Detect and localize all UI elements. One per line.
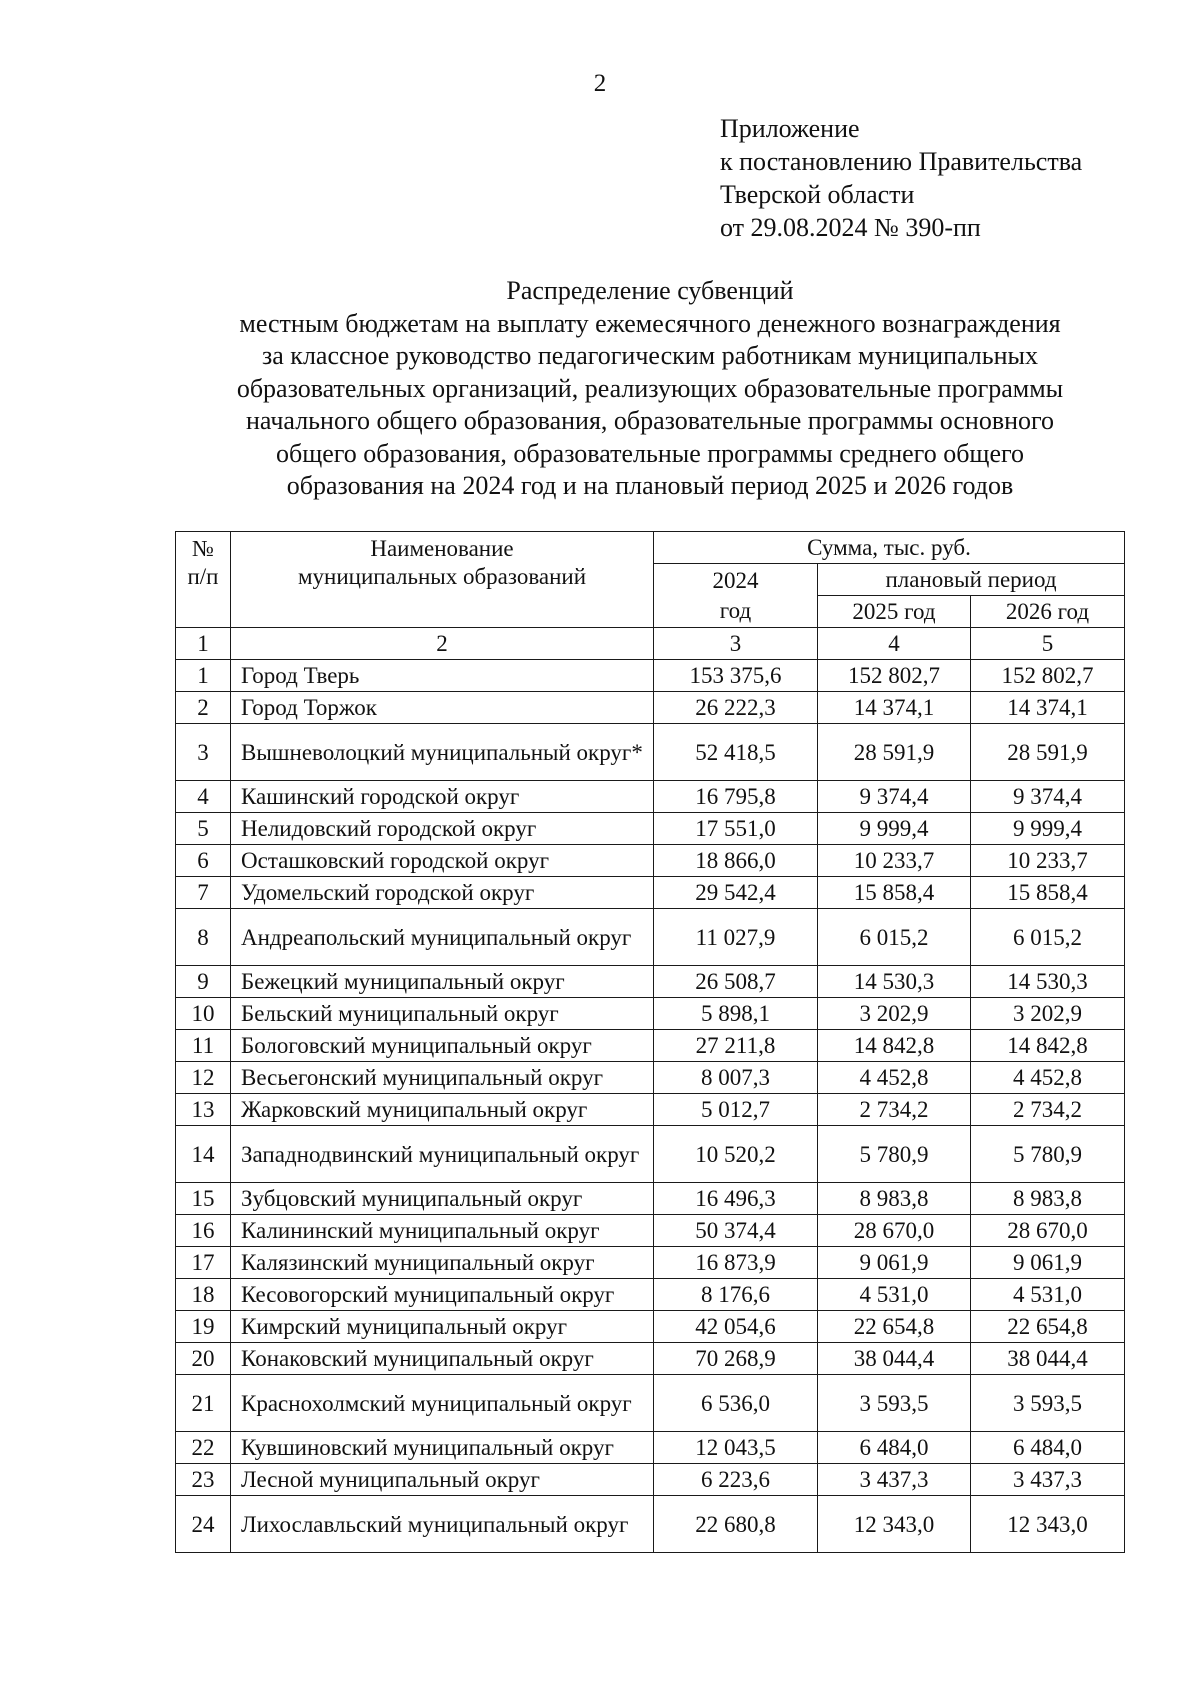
amount-2024-cell: 8 007,3 [654, 1062, 818, 1094]
amount-2026-cell: 22 654,8 [971, 1311, 1125, 1343]
amount-2026-cell: 4 452,8 [971, 1062, 1125, 1094]
amount-2026-cell: 14 530,3 [971, 966, 1125, 998]
table-row [176, 1464, 1125, 1496]
table-row [176, 781, 1125, 813]
amount-2026-cell: 38 044,4 [971, 1343, 1125, 1375]
amount-2025-cell: 9 999,4 [818, 813, 971, 845]
amount-2024-cell: 22 680,8 [654, 1496, 818, 1553]
header-2025-cell: 2025 год [818, 596, 971, 628]
amount-2026-cell: 3 437,3 [971, 1464, 1125, 1496]
amount-2025-cell: 38 044,4 [818, 1343, 971, 1375]
amount-2025-cell: 4 531,0 [818, 1279, 971, 1311]
subvention-table [175, 531, 1125, 1553]
amount-2024-cell: 29 542,4 [654, 877, 818, 909]
table-row [176, 1311, 1125, 1343]
table-row [176, 1247, 1125, 1279]
row-number-cell: 2 [176, 692, 231, 724]
amount-2026-cell: 12 343,0 [971, 1496, 1125, 1553]
amount-2024-cell: 16 496,3 [654, 1183, 818, 1215]
title-line: образовательных организаций, реализующих образовательные программы [236, 373, 1064, 403]
amount-2025-cell: 152 802,7 [818, 660, 971, 692]
amount-2024-cell: 153 375,6 [654, 660, 818, 692]
table-row [176, 845, 1125, 877]
column-number-row [176, 628, 1125, 660]
amount-2024-cell: 11 027,9 [654, 909, 818, 966]
amount-2025-cell: 9 061,9 [818, 1247, 971, 1279]
row-number-cell: 15 [176, 1183, 231, 1215]
column-number-cell: 3 [654, 628, 818, 660]
amount-2024-cell: 12 043,5 [654, 1432, 818, 1464]
amount-2026-cell: 15 858,4 [971, 877, 1125, 909]
amount-2026-cell: 9 374,4 [971, 781, 1125, 813]
municipality-name-cell: Бежецкий муниципальный округ [231, 966, 654, 998]
amount-2024-cell: 5 012,7 [654, 1094, 818, 1126]
amount-2025-cell: 12 343,0 [818, 1496, 971, 1553]
row-number-cell: 14 [176, 1126, 231, 1183]
amount-2026-cell: 8 983,8 [971, 1183, 1125, 1215]
amount-2025-cell: 14 842,8 [818, 1030, 971, 1062]
amount-2026-cell: 28 670,0 [971, 1215, 1125, 1247]
amount-2026-cell: 10 233,7 [971, 845, 1125, 877]
header-2024-line: год [719, 598, 752, 623]
header-2026-cell: 2026 год [971, 596, 1125, 628]
table-row [176, 1343, 1125, 1375]
column-number-cell: 4 [818, 628, 971, 660]
municipality-name-cell: Краснохолмский муниципальный округ [231, 1375, 654, 1432]
header-name-cell [231, 532, 654, 628]
municipality-name-cell: Город Торжок [231, 692, 654, 724]
amount-2025-cell: 6 484,0 [818, 1432, 971, 1464]
amount-2026-cell: 14 374,1 [971, 692, 1125, 724]
amount-2024-cell: 10 520,2 [654, 1126, 818, 1183]
appendix-reference [720, 112, 1082, 244]
amount-2024-cell: 50 374,4 [654, 1215, 818, 1247]
amount-2025-cell: 3 202,9 [818, 998, 971, 1030]
amount-2026-cell: 6 015,2 [971, 909, 1125, 966]
amount-2024-cell: 18 866,0 [654, 845, 818, 877]
table-row [176, 724, 1125, 781]
header-2024-cell [654, 564, 818, 628]
row-number-cell: 18 [176, 1279, 231, 1311]
amount-2024-cell: 16 873,9 [654, 1247, 818, 1279]
table-row [176, 1030, 1125, 1062]
table-row [176, 813, 1125, 845]
amount-2025-cell: 2 734,2 [818, 1094, 971, 1126]
municipality-name-cell: Кувшиновский муниципальный округ [231, 1432, 654, 1464]
row-number-cell: 8 [176, 909, 231, 966]
table-row [176, 1094, 1125, 1126]
municipality-name-cell: Бологовский муниципальный округ [231, 1030, 654, 1062]
amount-2025-cell: 9 374,4 [818, 781, 971, 813]
title-line: местным бюджетам на выплату ежемесячного денежного вознаграждения [239, 308, 1061, 338]
amount-2026-cell: 3 593,5 [971, 1375, 1125, 1432]
amount-2024-cell: 27 211,8 [654, 1030, 818, 1062]
appendix-line: Тверской области [720, 180, 915, 209]
amount-2024-cell: 52 418,5 [654, 724, 818, 781]
amount-2026-cell: 3 202,9 [971, 998, 1125, 1030]
document-title [150, 275, 1150, 503]
title-line: образования на 2024 год и на плановый период 2025 и 2026 годов [286, 471, 1014, 500]
amount-2024-cell: 8 176,6 [654, 1279, 818, 1311]
municipality-name-cell: Город Тверь [231, 660, 654, 692]
municipality-name-cell: Удомельский городской округ [231, 877, 654, 909]
table-row [176, 966, 1125, 998]
title-line: за классное руководство педагогическим работникам муниципальных [262, 341, 1038, 370]
amount-2025-cell: 4 452,8 [818, 1062, 971, 1094]
amount-2024-cell: 5 898,1 [654, 998, 818, 1030]
amount-2024-cell: 17 551,0 [654, 813, 818, 845]
header-number-abbrev: п/п [187, 564, 219, 589]
municipality-name-cell: Зубцовский муниципальный округ [231, 1183, 654, 1215]
row-number-cell: 11 [176, 1030, 231, 1062]
amount-2026-cell: 152 802,7 [971, 660, 1125, 692]
table-row [176, 692, 1125, 724]
amount-2025-cell: 3 437,3 [818, 1464, 971, 1496]
table-row [176, 1183, 1125, 1215]
municipality-name-cell: Лихославльский муниципальный округ [231, 1496, 654, 1553]
column-number-cell: 5 [971, 628, 1125, 660]
row-number-cell: 3 [176, 724, 231, 781]
header-name-line: Наименование [370, 536, 514, 561]
municipality-name-cell: Весьегонский муниципальный округ [231, 1062, 654, 1094]
municipality-name-cell: Калининский муниципальный округ [231, 1215, 654, 1247]
header-sum-cell: Сумма, тыс. руб. [654, 532, 1125, 564]
title-line: общего образования, образовательные программы среднего общего [275, 438, 1025, 468]
header-number-cell [176, 532, 231, 628]
row-number-cell: 12 [176, 1062, 231, 1094]
amount-2024-cell: 16 795,8 [654, 781, 818, 813]
row-number-cell: 1 [176, 660, 231, 692]
column-number-cell: 1 [176, 628, 231, 660]
table-row [176, 877, 1125, 909]
amount-2025-cell: 28 591,9 [818, 724, 971, 781]
title-line: Распределение субвенций [506, 276, 794, 305]
row-number-cell: 7 [176, 877, 231, 909]
row-number-cell: 9 [176, 966, 231, 998]
appendix-line: Приложение [720, 114, 860, 143]
table-row [176, 1375, 1125, 1432]
table-row [176, 1496, 1125, 1553]
row-number-cell: 19 [176, 1311, 231, 1343]
row-number-cell: 13 [176, 1094, 231, 1126]
appendix-line: к постановлению Правительства [720, 147, 1083, 176]
appendix-line: от 29.08.2024 № 390-пп [720, 213, 981, 242]
table-row [176, 1432, 1125, 1464]
title-line: начального общего образования, образовательные программы основного [245, 406, 1055, 435]
municipality-name-cell: Осташковский городской округ [231, 845, 654, 877]
row-number-cell: 17 [176, 1247, 231, 1279]
amount-2024-cell: 26 508,7 [654, 966, 818, 998]
row-number-cell: 24 [176, 1496, 231, 1553]
amount-2026-cell: 4 531,0 [971, 1279, 1125, 1311]
row-number-cell: 21 [176, 1375, 231, 1432]
municipality-name-cell: Жарковский муниципальный округ [231, 1094, 654, 1126]
municipality-name-cell: Кесовогорский муниципальный округ [231, 1279, 654, 1311]
municipality-name-cell: Кимрский муниципальный округ [231, 1311, 654, 1343]
page-number: 2 [593, 70, 607, 97]
amount-2025-cell: 14 374,1 [818, 692, 971, 724]
municipality-name-cell: Западнодвинский муниципальный округ [231, 1126, 654, 1183]
amount-2025-cell: 28 670,0 [818, 1215, 971, 1247]
amount-2025-cell: 8 983,8 [818, 1183, 971, 1215]
amount-2025-cell: 6 015,2 [818, 909, 971, 966]
municipality-name-cell: Кашинский городской округ [231, 781, 654, 813]
row-number-cell: 6 [176, 845, 231, 877]
amount-2025-cell: 15 858,4 [818, 877, 971, 909]
header-number-symbol: № [192, 536, 214, 561]
amount-2024-cell: 6 223,6 [654, 1464, 818, 1496]
amount-2026-cell: 9 999,4 [971, 813, 1125, 845]
amount-2026-cell: 2 734,2 [971, 1094, 1125, 1126]
amount-2026-cell: 6 484,0 [971, 1432, 1125, 1464]
row-number-cell: 22 [176, 1432, 231, 1464]
amount-2025-cell: 22 654,8 [818, 1311, 971, 1343]
municipality-name-cell: Вышневолоцкий муниципальный округ* [231, 724, 654, 781]
amount-2024-cell: 70 268,9 [654, 1343, 818, 1375]
amount-2024-cell: 42 054,6 [654, 1311, 818, 1343]
column-number-cell: 2 [231, 628, 654, 660]
table-row [176, 1062, 1125, 1094]
amount-2025-cell: 14 530,3 [818, 966, 971, 998]
header-2024-line: 2024 [712, 568, 759, 593]
table-row [176, 909, 1125, 966]
row-number-cell: 16 [176, 1215, 231, 1247]
table-row [176, 1215, 1125, 1247]
row-number-cell: 10 [176, 998, 231, 1030]
amount-2026-cell: 9 061,9 [971, 1247, 1125, 1279]
amount-2025-cell: 5 780,9 [818, 1126, 971, 1183]
municipality-name-cell: Андреапольский муниципальный округ [231, 909, 654, 966]
table-row [176, 660, 1125, 692]
table-row [176, 1279, 1125, 1311]
row-number-cell: 5 [176, 813, 231, 845]
amount-2024-cell: 26 222,3 [654, 692, 818, 724]
row-number-cell: 4 [176, 781, 231, 813]
municipality-name-cell: Калязинский муниципальный округ [231, 1247, 654, 1279]
table-row [176, 998, 1125, 1030]
amount-2026-cell: 14 842,8 [971, 1030, 1125, 1062]
municipality-name-cell: Нелидовский городской округ [231, 813, 654, 845]
header-plan-period-cell: плановый период [818, 564, 1125, 596]
amount-2026-cell: 28 591,9 [971, 724, 1125, 781]
municipality-name-cell: Бельский муниципальный округ [231, 998, 654, 1030]
row-number-cell: 20 [176, 1343, 231, 1375]
municipality-name-cell: Лесной муниципальный округ [231, 1464, 654, 1496]
amount-2026-cell: 5 780,9 [971, 1126, 1125, 1183]
amount-2025-cell: 10 233,7 [818, 845, 971, 877]
municipality-name-cell: Конаковский муниципальный округ [231, 1343, 654, 1375]
amount-2024-cell: 6 536,0 [654, 1375, 818, 1432]
row-number-cell: 23 [176, 1464, 231, 1496]
header-name-line: муниципальных образований [297, 564, 587, 589]
table-row [176, 1126, 1125, 1183]
amount-2025-cell: 3 593,5 [818, 1375, 971, 1432]
